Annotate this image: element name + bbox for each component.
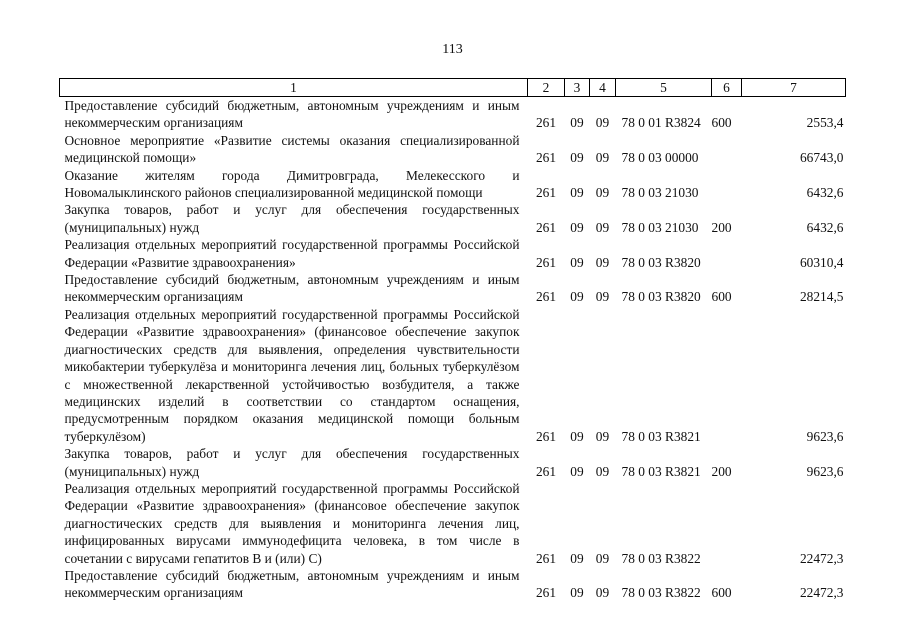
header-row — [60, 79, 846, 97]
row-code-gr: 261 — [535, 185, 557, 201]
row-code-pr: 09 — [595, 219, 610, 235]
row-description: Оказание жителям города Димитровграда, Мелекесского и Новомалыклинского районов специализированной медицинской помощи — [64, 167, 520, 201]
row-code-rz: 09 — [570, 150, 584, 166]
row-amount: 22472,3 — [799, 585, 844, 601]
row-amount: 9623,6 — [806, 428, 844, 444]
row-description: Реализация отдельных мероприятий государственной программы Российской Федерации «Развитие здравоохранения» (финансовое обеспечение закупок диагностических средств для выявления и мониторинга лечения лиц, инфицированных вирусами иммунодефицита человека, в том числе в сочетании с вирусами гепатитов В и (или) С) — [64, 480, 520, 566]
table-row — [60, 236, 846, 271]
row-code-rz: 09 — [570, 428, 584, 444]
row-description: Предоставление субсидий бюджетным, автономным учреждениям и иным некоммерческим организациям — [64, 98, 520, 131]
row-code-rz: 09 — [570, 585, 584, 601]
page-number: 113 — [442, 42, 463, 57]
row-description: Реализация отдельных мероприятий государственной программы Российской Федерации «Развитие здравоохранения» (финансовое обеспечение закупок диагностических средств для выявления, определения чувствительности микобактерии туберкулёза и мониторинга лечения лиц, больных туберкулёзом с множественной лекарственной устойчивостью возбудителя, а также медицинских изделий в соответствии со стандартом оснащения, предусмотренным порядком оказания медицинской помощи больным туберкулёзом) — [64, 306, 520, 444]
table-row — [60, 445, 846, 480]
table-row — [60, 567, 846, 602]
row-code-pr: 09 — [595, 289, 610, 305]
table-row — [60, 271, 846, 306]
row-code-gr: 261 — [535, 428, 557, 444]
table-row — [60, 167, 846, 202]
row-code-csr: 78 0 01 R3824 — [621, 115, 701, 131]
column-header-6: 6 — [712, 79, 742, 97]
budget-table — [59, 78, 846, 602]
row-code-vr: 600 — [711, 115, 732, 131]
row-code-gr: 261 — [535, 289, 557, 305]
row-code-vr: 200 — [711, 219, 732, 235]
table-header — [60, 79, 846, 97]
row-code-vr — [712, 236, 742, 271]
row-description: Закупка товаров, работ и услуг для обеспечения государственных (муниципальных) нужд — [64, 446, 520, 479]
table-row — [60, 97, 846, 132]
column-header-7: 7 — [742, 79, 846, 97]
row-code-vr — [712, 480, 742, 567]
row-code-csr: 78 0 03 R3822 — [621, 585, 701, 601]
row-code-csr: 78 0 03 21030 — [621, 185, 699, 201]
row-code-gr: 261 — [535, 463, 557, 479]
row-amount: 2553,4 — [806, 115, 844, 131]
row-code-csr: 78 0 03 R3821 — [621, 428, 701, 444]
row-code-csr: 78 0 03 21030 — [621, 219, 699, 235]
row-code-rz: 09 — [570, 289, 584, 305]
row-code-csr: 78 0 03 R3820 — [621, 254, 701, 270]
row-code-gr: 261 — [535, 115, 557, 131]
column-header-4: 4 — [590, 79, 616, 97]
row-code-vr: 600 — [711, 289, 732, 305]
row-code-csr: 78 0 03 00000 — [621, 150, 699, 166]
row-code-csr: 78 0 03 R3821 — [621, 463, 701, 479]
table-row — [60, 201, 846, 236]
row-code-csr: 78 0 03 R3822 — [621, 550, 701, 566]
row-code-rz: 09 — [570, 219, 584, 235]
row-code-gr: 261 — [535, 585, 557, 601]
row-description: Закупка товаров, работ и услуг для обеспечения государственных (муниципальных) нужд — [64, 202, 520, 235]
row-code-vr: 600 — [711, 585, 732, 601]
table-row — [60, 480, 846, 567]
table-row — [60, 132, 846, 167]
row-code-vr — [712, 306, 742, 445]
row-code-gr: 261 — [535, 550, 557, 566]
row-code-rz: 09 — [570, 550, 584, 566]
row-code-rz: 09 — [570, 115, 584, 131]
column-header-2: 2 — [528, 79, 565, 97]
row-amount: 22472,3 — [799, 550, 844, 566]
row-code-rz: 09 — [570, 463, 584, 479]
row-amount: 66743,0 — [799, 150, 844, 166]
row-code-pr: 09 — [595, 115, 610, 131]
row-amount: 60310,4 — [799, 254, 844, 270]
row-amount: 6432,6 — [806, 219, 844, 235]
row-code-pr: 09 — [595, 150, 610, 166]
row-description: Предоставление субсидий бюджетным, автономным учреждениям и иным некоммерческим организациям — [64, 272, 520, 305]
row-description: Реализация отдельных мероприятий государственной программы Российской Федерации «Развитие здравоохранения» — [64, 237, 520, 270]
column-header-1: 1 — [60, 79, 528, 97]
row-code-pr: 09 — [595, 428, 610, 444]
table-body — [60, 97, 846, 602]
row-code-pr: 09 — [595, 185, 610, 201]
row-code-gr: 261 — [535, 254, 557, 270]
row-description: Предоставление субсидий бюджетным, автономным учреждениям и иным некоммерческим организациям — [64, 567, 520, 601]
column-header-5: 5 — [616, 79, 712, 97]
row-code-pr: 09 — [595, 463, 610, 479]
row-code-csr: 78 0 03 R3820 — [621, 289, 701, 305]
table-row — [60, 306, 846, 445]
row-description: Основное мероприятие «Развитие системы оказания специализированной медицинской помощи» — [64, 132, 520, 166]
row-amount: 6432,6 — [806, 185, 844, 201]
row-code-vr — [712, 132, 742, 167]
row-amount: 9623,6 — [806, 463, 844, 479]
row-code-pr: 09 — [595, 585, 610, 601]
row-code-pr: 09 — [595, 254, 610, 270]
row-code-rz: 09 — [570, 185, 584, 201]
row-code-rz: 09 — [570, 254, 584, 270]
column-header-3: 3 — [565, 79, 590, 97]
row-code-gr: 261 — [535, 150, 557, 166]
row-code-vr: 200 — [711, 463, 732, 479]
row-code-gr: 261 — [535, 219, 557, 235]
row-code-pr: 09 — [595, 550, 610, 566]
row-amount: 28214,5 — [799, 289, 844, 305]
row-code-vr — [712, 167, 742, 202]
